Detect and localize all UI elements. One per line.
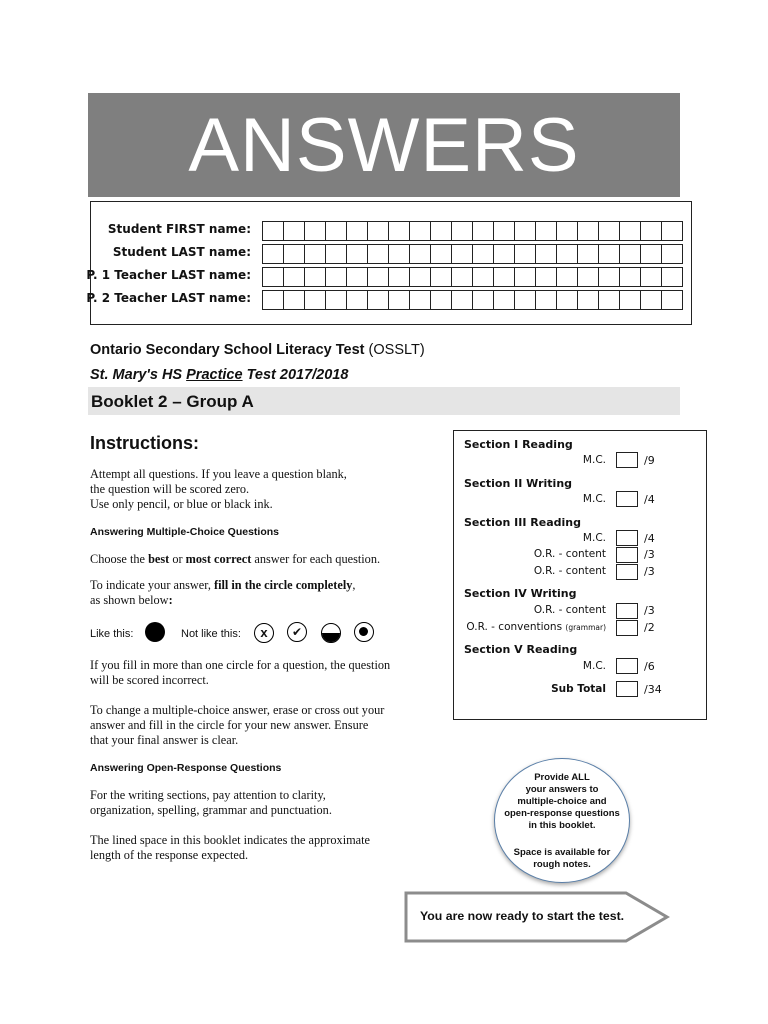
text-line: organization, spelling, grammar and punctuation.	[90, 803, 332, 817]
text-line: If you fill in more than one circle for a question, the question	[90, 658, 391, 672]
letter-cell[interactable]	[557, 267, 578, 287]
ready-to-start-text: You are now ready to start the test.	[420, 909, 625, 923]
letter-cell[interactable]	[620, 290, 641, 310]
score-entry-box[interactable]	[616, 547, 638, 563]
score-entry-box[interactable]	[616, 564, 638, 580]
letter-cell[interactable]	[662, 290, 683, 310]
letter-cell[interactable]	[347, 267, 368, 287]
intro-paragraph	[90, 467, 347, 512]
letter-cell[interactable]	[515, 290, 536, 310]
text-line: length of the response expected.	[90, 848, 249, 862]
letter-cell[interactable]	[284, 244, 305, 264]
letter-cell[interactable]	[452, 244, 473, 264]
letter-cell[interactable]	[641, 267, 662, 287]
letter-cell[interactable]	[494, 221, 515, 241]
letter-cell[interactable]	[557, 221, 578, 241]
test-year: Test 2017/2018	[242, 367, 349, 383]
text-run-bold: fill in the circle completely	[213, 578, 353, 592]
subtotal-denominator: /34	[644, 683, 662, 696]
letter-cell[interactable]	[452, 267, 473, 287]
change-answer-text	[90, 703, 384, 748]
note-text	[495, 772, 629, 832]
name-label: Student FIRST name:	[107, 222, 251, 236]
score-item-label: M.C.	[582, 493, 606, 505]
letter-cell[interactable]	[452, 221, 473, 241]
letter-cell[interactable]	[263, 267, 284, 287]
score-denominator: /9	[644, 454, 655, 467]
text-line: The lined space in this booklet indicates the approximate	[90, 833, 371, 847]
letter-cell[interactable]	[410, 267, 431, 287]
letter-cell[interactable]	[410, 221, 431, 241]
score-denominator: /2	[644, 621, 655, 634]
writing-attention-text	[90, 788, 332, 818]
intro-line: Use only pencil, or blue or black ink.	[90, 497, 273, 511]
letter-cell[interactable]	[536, 290, 557, 310]
test-abbr: (OSSLT)	[368, 342, 425, 358]
score-denominator: /3	[644, 604, 655, 617]
letter-cell[interactable]	[326, 267, 347, 287]
test-name	[90, 342, 425, 358]
section-title: Section V Reading	[464, 643, 578, 656]
score-item-label	[466, 621, 606, 633]
letter-cell[interactable]	[599, 244, 620, 264]
letter-cell[interactable]	[305, 267, 326, 287]
letter-cell[interactable]	[473, 267, 494, 287]
text-run-bold: most correct	[185, 552, 252, 566]
booklet-title: Booklet 2 – Group A	[91, 392, 254, 411]
letter-cell[interactable]	[326, 290, 347, 310]
letter-cell[interactable]	[557, 290, 578, 310]
text-run: ,	[352, 578, 356, 592]
conventions-label: O.R. - conventions	[466, 621, 563, 633]
letter-cell[interactable]	[557, 244, 578, 264]
letter-cell[interactable]	[578, 267, 599, 287]
name-label: Student LAST name:	[112, 245, 251, 259]
letter-cell[interactable]	[473, 244, 494, 264]
score-entry-box[interactable]	[616, 620, 638, 636]
text-line: To change a multiple-choice answer, erase or cross out your	[90, 703, 385, 717]
letter-cell[interactable]	[599, 267, 620, 287]
instructions-title: Instructions:	[90, 433, 200, 453]
not-like-this-label: Not like this:	[181, 628, 241, 640]
letter-cell[interactable]	[431, 290, 452, 310]
letter-cell[interactable]	[515, 221, 536, 241]
rough-notes-text	[495, 847, 629, 871]
letter-cell[interactable]	[641, 290, 662, 310]
letter-cell[interactable]	[641, 221, 662, 241]
letter-cell[interactable]	[263, 221, 284, 241]
letter-cell[interactable]	[284, 221, 305, 241]
name-label: P. 2 Teacher LAST name:	[86, 291, 251, 305]
score-entry-box[interactable]	[616, 603, 638, 619]
letter-cell[interactable]	[452, 290, 473, 310]
banner-title: ANSWERS	[188, 102, 580, 188]
letter-cell[interactable]	[389, 290, 410, 310]
dot-bubble-example	[354, 622, 374, 642]
letter-cell[interactable]	[305, 244, 326, 264]
letter-cell[interactable]	[473, 221, 494, 241]
letter-cell[interactable]	[578, 244, 599, 264]
letter-cell[interactable]	[536, 221, 557, 241]
answers-in-booklet-note	[494, 758, 630, 883]
score-denominator: /4	[644, 532, 655, 545]
test-name-bold: Ontario Secondary School Literacy Test	[90, 342, 365, 358]
text-line: will be scored incorrect.	[90, 673, 209, 687]
letter-cell[interactable]	[662, 267, 683, 287]
section-title: Section I Reading	[464, 438, 573, 451]
letter-cell[interactable]	[347, 221, 368, 241]
letter-cell[interactable]	[305, 221, 326, 241]
letter-cell[interactable]	[431, 244, 452, 264]
letter-cell[interactable]	[389, 244, 410, 264]
school-test-line	[90, 367, 348, 383]
letter-cell[interactable]	[389, 267, 410, 287]
letter-cell[interactable]	[347, 290, 368, 310]
note-line: multiple-choice and	[517, 796, 607, 807]
school-name: St. Mary's HS	[90, 367, 187, 383]
filled-bubble-example	[145, 622, 165, 642]
intro-line: Attempt all questions. If you leave a question blank,	[90, 467, 347, 481]
letter-cell[interactable]	[347, 244, 368, 264]
score-entry-box[interactable]	[616, 530, 638, 546]
text-run: answer for each question.	[251, 552, 381, 566]
answers-banner	[88, 93, 680, 197]
letter-cell[interactable]	[263, 290, 284, 310]
letter-cell[interactable]	[620, 221, 641, 241]
letter-cell[interactable]	[263, 244, 284, 264]
letter-cell[interactable]	[431, 221, 452, 241]
booklet-header	[88, 387, 680, 415]
text-line: For the writing sections, pay attention to clarity,	[90, 788, 326, 802]
letter-cell[interactable]	[284, 267, 305, 287]
note-line: open-response questions	[504, 808, 620, 819]
letter-grid-first[interactable]	[262, 221, 683, 241]
mc-indicate-text	[90, 578, 355, 608]
section-title: Section IV Writing	[464, 587, 577, 600]
note-line: your answers to	[525, 784, 599, 795]
lined-space-text	[90, 833, 370, 863]
letter-grid-p1-teacher[interactable]	[262, 267, 683, 287]
letter-cell[interactable]	[620, 244, 641, 264]
score-item-label: M.C.	[582, 532, 606, 544]
mc-choose-text	[90, 552, 380, 567]
text-line: answer and fill in the circle for your new answer. Ensure	[90, 718, 369, 732]
grammar-note: (grammar)	[565, 623, 606, 632]
score-entry-box[interactable]	[616, 452, 638, 468]
intro-line: the question will be scored zero.	[90, 482, 250, 496]
text-run: To indicate your answer,	[90, 578, 214, 592]
student-name-box	[86, 201, 692, 325]
letter-cell[interactable]	[368, 290, 389, 310]
score-denominator: /3	[644, 548, 655, 561]
half-filled-bubble-example	[321, 623, 341, 643]
letter-cell[interactable]	[641, 244, 662, 264]
subtotal-entry-box[interactable]	[616, 681, 638, 697]
note-line: Provide ALL	[534, 772, 590, 783]
check-bubble-example: ✔	[287, 622, 307, 642]
text-run: or	[169, 552, 186, 566]
letter-cell[interactable]	[410, 290, 431, 310]
letter-cell[interactable]	[662, 221, 683, 241]
letter-cell[interactable]	[368, 221, 389, 241]
letter-cell[interactable]	[578, 221, 599, 241]
letter-cell[interactable]	[494, 267, 515, 287]
letter-cell[interactable]	[515, 244, 536, 264]
name-label: P. 1 Teacher LAST name:	[86, 268, 251, 282]
score-entry-box[interactable]	[616, 491, 638, 507]
like-this-label: Like this:	[90, 628, 134, 640]
score-item-label: O.R. - content	[533, 548, 606, 560]
score-box	[453, 430, 707, 720]
score-denominator: /6	[644, 660, 655, 673]
letter-cell[interactable]	[536, 244, 557, 264]
note-line: rough notes.	[533, 859, 591, 870]
multiple-circle-text	[90, 658, 390, 688]
x-bubble-example: x	[254, 623, 274, 643]
practice-word: Practice	[186, 367, 243, 383]
letter-cell[interactable]	[599, 290, 620, 310]
score-item-label: O.R. - content	[533, 604, 606, 616]
letter-cell[interactable]	[494, 244, 515, 264]
letter-grid-last[interactable]	[262, 244, 683, 264]
score-item-label: M.C.	[582, 660, 606, 672]
letter-cell[interactable]	[620, 267, 641, 287]
letter-cell[interactable]	[389, 221, 410, 241]
letter-cell[interactable]	[494, 290, 515, 310]
text-run-bold: best	[148, 552, 170, 566]
text-run-bold: :	[168, 593, 173, 607]
letter-cell[interactable]	[536, 267, 557, 287]
mc-heading: Answering Multiple-Choice Questions	[90, 526, 280, 538]
letter-cell[interactable]	[368, 244, 389, 264]
section-title: Section III Reading	[464, 516, 581, 529]
letter-cell[interactable]	[326, 221, 347, 241]
section-title: Section II Writing	[464, 477, 573, 490]
letter-cell[interactable]	[599, 221, 620, 241]
letter-cell[interactable]	[326, 244, 347, 264]
letter-cell[interactable]	[410, 244, 431, 264]
text-line: that your final answer is clear.	[90, 733, 239, 747]
letter-cell[interactable]	[431, 267, 452, 287]
score-denominator: /4	[644, 493, 655, 506]
letter-grid-p2-teacher[interactable]	[262, 290, 683, 310]
note-line: in this booklet.	[528, 820, 596, 831]
letter-cell[interactable]	[284, 290, 305, 310]
letter-cell[interactable]	[368, 267, 389, 287]
letter-cell[interactable]	[578, 290, 599, 310]
or-heading: Answering Open-Response Questions	[90, 762, 282, 774]
score-item-label: M.C.	[582, 454, 606, 466]
text-run: Choose the	[90, 552, 149, 566]
text-run: as shown below	[90, 593, 169, 607]
letter-cell[interactable]	[515, 267, 536, 287]
note-line: Space is available for	[513, 847, 611, 858]
score-denominator: /3	[644, 565, 655, 578]
letter-cell[interactable]	[305, 290, 326, 310]
score-entry-box[interactable]	[616, 658, 638, 674]
letter-cell[interactable]	[662, 244, 683, 264]
score-item-label: O.R. - content	[533, 565, 606, 577]
subtotal-label: Sub Total	[551, 683, 606, 695]
letter-cell[interactable]	[473, 290, 494, 310]
